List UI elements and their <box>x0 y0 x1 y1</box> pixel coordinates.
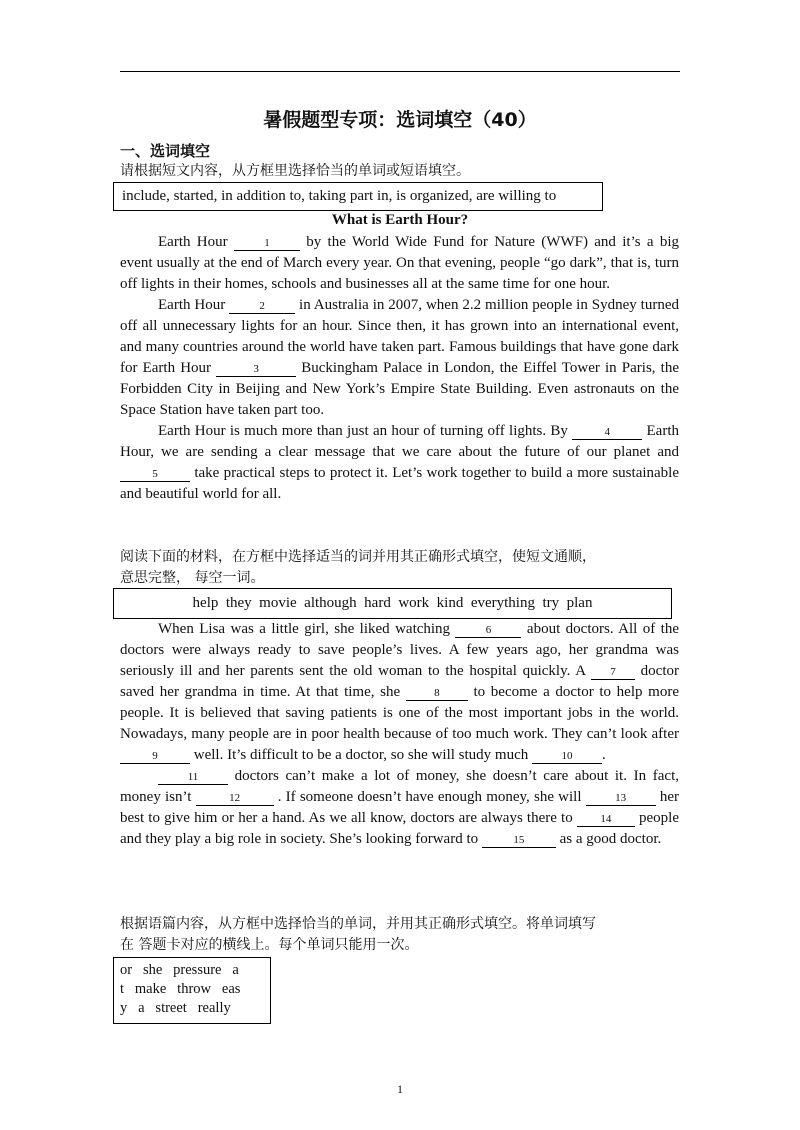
blank-11: 11 <box>158 770 228 785</box>
section2-instruction-line1: 阅读下面的材料，在方框中选择适当的词并用其正确形式填空，使短文通顺， <box>120 549 596 565</box>
paragraph <box>120 619 679 766</box>
blank-15: 15 <box>482 833 556 848</box>
text: Earth Hour <box>158 234 234 250</box>
text: Buckingham Palace in London, the Eiffel Tower in Paris, the Forbidden City in Beijing and New York’s Empire State Building. Even astronauts on the Space Station have taken part too. <box>120 360 679 418</box>
passage-title: What is Earth Hour? <box>331 212 469 228</box>
text: to become a doctor to help more people. It is believed that saving patients is one of the most important jobs in the world. Nowadays, many people are in poor health because of too much work. They can’t look after <box>120 684 679 742</box>
paragraph <box>120 766 679 850</box>
blank-13: 13 <box>586 791 656 806</box>
word-box-text: include, started, in addition to, taking part in, is organized, are willing to <box>122 188 557 204</box>
page-title: 暑假题型专项：选词填空（40） <box>263 109 537 131</box>
text: Earth Hour is much more than just an hour of turning off lights. By <box>158 423 573 439</box>
section3-word-box <box>113 957 271 1024</box>
word-box-text: help they movie although hard work kind everything try plan <box>192 595 593 611</box>
text: Earth Hour, we are sending a clear message that we care about the future of our planet and <box>120 423 679 460</box>
section1-instruction: 请根据短文内容，从方框里选择恰当的单词或短语填空。 <box>120 163 470 179</box>
blank-12: 12 <box>196 791 274 806</box>
blank-6: 6 <box>455 623 521 638</box>
paragraph <box>120 421 679 505</box>
blank-8: 8 <box>406 686 468 701</box>
blank-10: 10 <box>532 749 602 764</box>
text: as a good doctor. <box>555 831 662 847</box>
text: When Lisa was a little girl, she liked watching <box>158 621 456 637</box>
blank-14: 14 <box>577 812 635 827</box>
text: in Australia in 2007, when 2.2 million people in Sydney turned off all unnecessary lights for an hour. Since then, it has grown into an international event, and many countries around the world have taken part. Famous buildings that have gone dark for Earth Hour <box>120 297 679 376</box>
text: . If someone doesn’t have enough money, she will <box>273 789 586 805</box>
word-box-line: t make throw eas <box>120 981 241 997</box>
blank-5: 5 <box>120 467 190 482</box>
section3-instruction-line2: 在 答题卡对应的横线上。每个单词只能用一次。 <box>120 937 419 953</box>
word-box-line: y a street really <box>120 1000 231 1016</box>
blank-7: 7 <box>591 665 635 680</box>
section1-word-box <box>113 182 603 211</box>
section3-instruction-line1: 根据语篇内容，从方框中选择恰当的单词，并用其正确形式填空。将单词填写 <box>120 916 596 932</box>
section2-word-box <box>113 588 672 619</box>
section1-passage <box>120 232 679 505</box>
text: . <box>602 747 606 763</box>
text: doctors can’t make a lot of money, she doesn’t care about it. In fact, money isn’t <box>120 768 679 805</box>
blank-3: 3 <box>216 362 296 377</box>
blank-4: 4 <box>572 425 642 440</box>
text: about doctors. All of the doctors were always ready to save people’s lives. A few years ago, her grandma was seriously ill and her parents sent the old woman to the hospital quickly. A <box>120 621 679 679</box>
section2-passage <box>120 619 679 850</box>
section1-heading: 一、选词填空 <box>120 142 211 160</box>
page-number: 1 <box>397 1082 403 1096</box>
blank-9: 9 <box>120 749 190 764</box>
text: people and they play a big role in society. She’s looking forward to <box>120 810 680 847</box>
top-rule <box>120 71 680 72</box>
text: by the World Wide Fund for Nature (WWF) and it’s a big event usually at the end of March every year. On that evening, people “go dark”, that is, turn off lights in their homes, schools and businesses all at the same time for one hour. <box>120 234 680 292</box>
paragraph <box>120 295 679 421</box>
blank-2: 2 <box>229 299 295 314</box>
text: her best to give him or her a hand. As we all know, doctors are always there to <box>120 789 679 826</box>
word-box-line: or she pressure a <box>120 962 239 978</box>
section2-instruction-line2: 意思完整， 每空一词。 <box>120 570 265 586</box>
text: take practical steps to protect it. Let’s work together to build a more sustainable and beautiful world for all. <box>120 465 679 502</box>
blank-1: 1 <box>234 236 300 251</box>
text: Earth Hour <box>158 297 230 313</box>
text: doctor saved her grandma in time. At that time, she <box>120 663 679 700</box>
paragraph <box>120 232 679 295</box>
text: well. It’s difficult to be a doctor, so she will study much <box>190 747 532 763</box>
